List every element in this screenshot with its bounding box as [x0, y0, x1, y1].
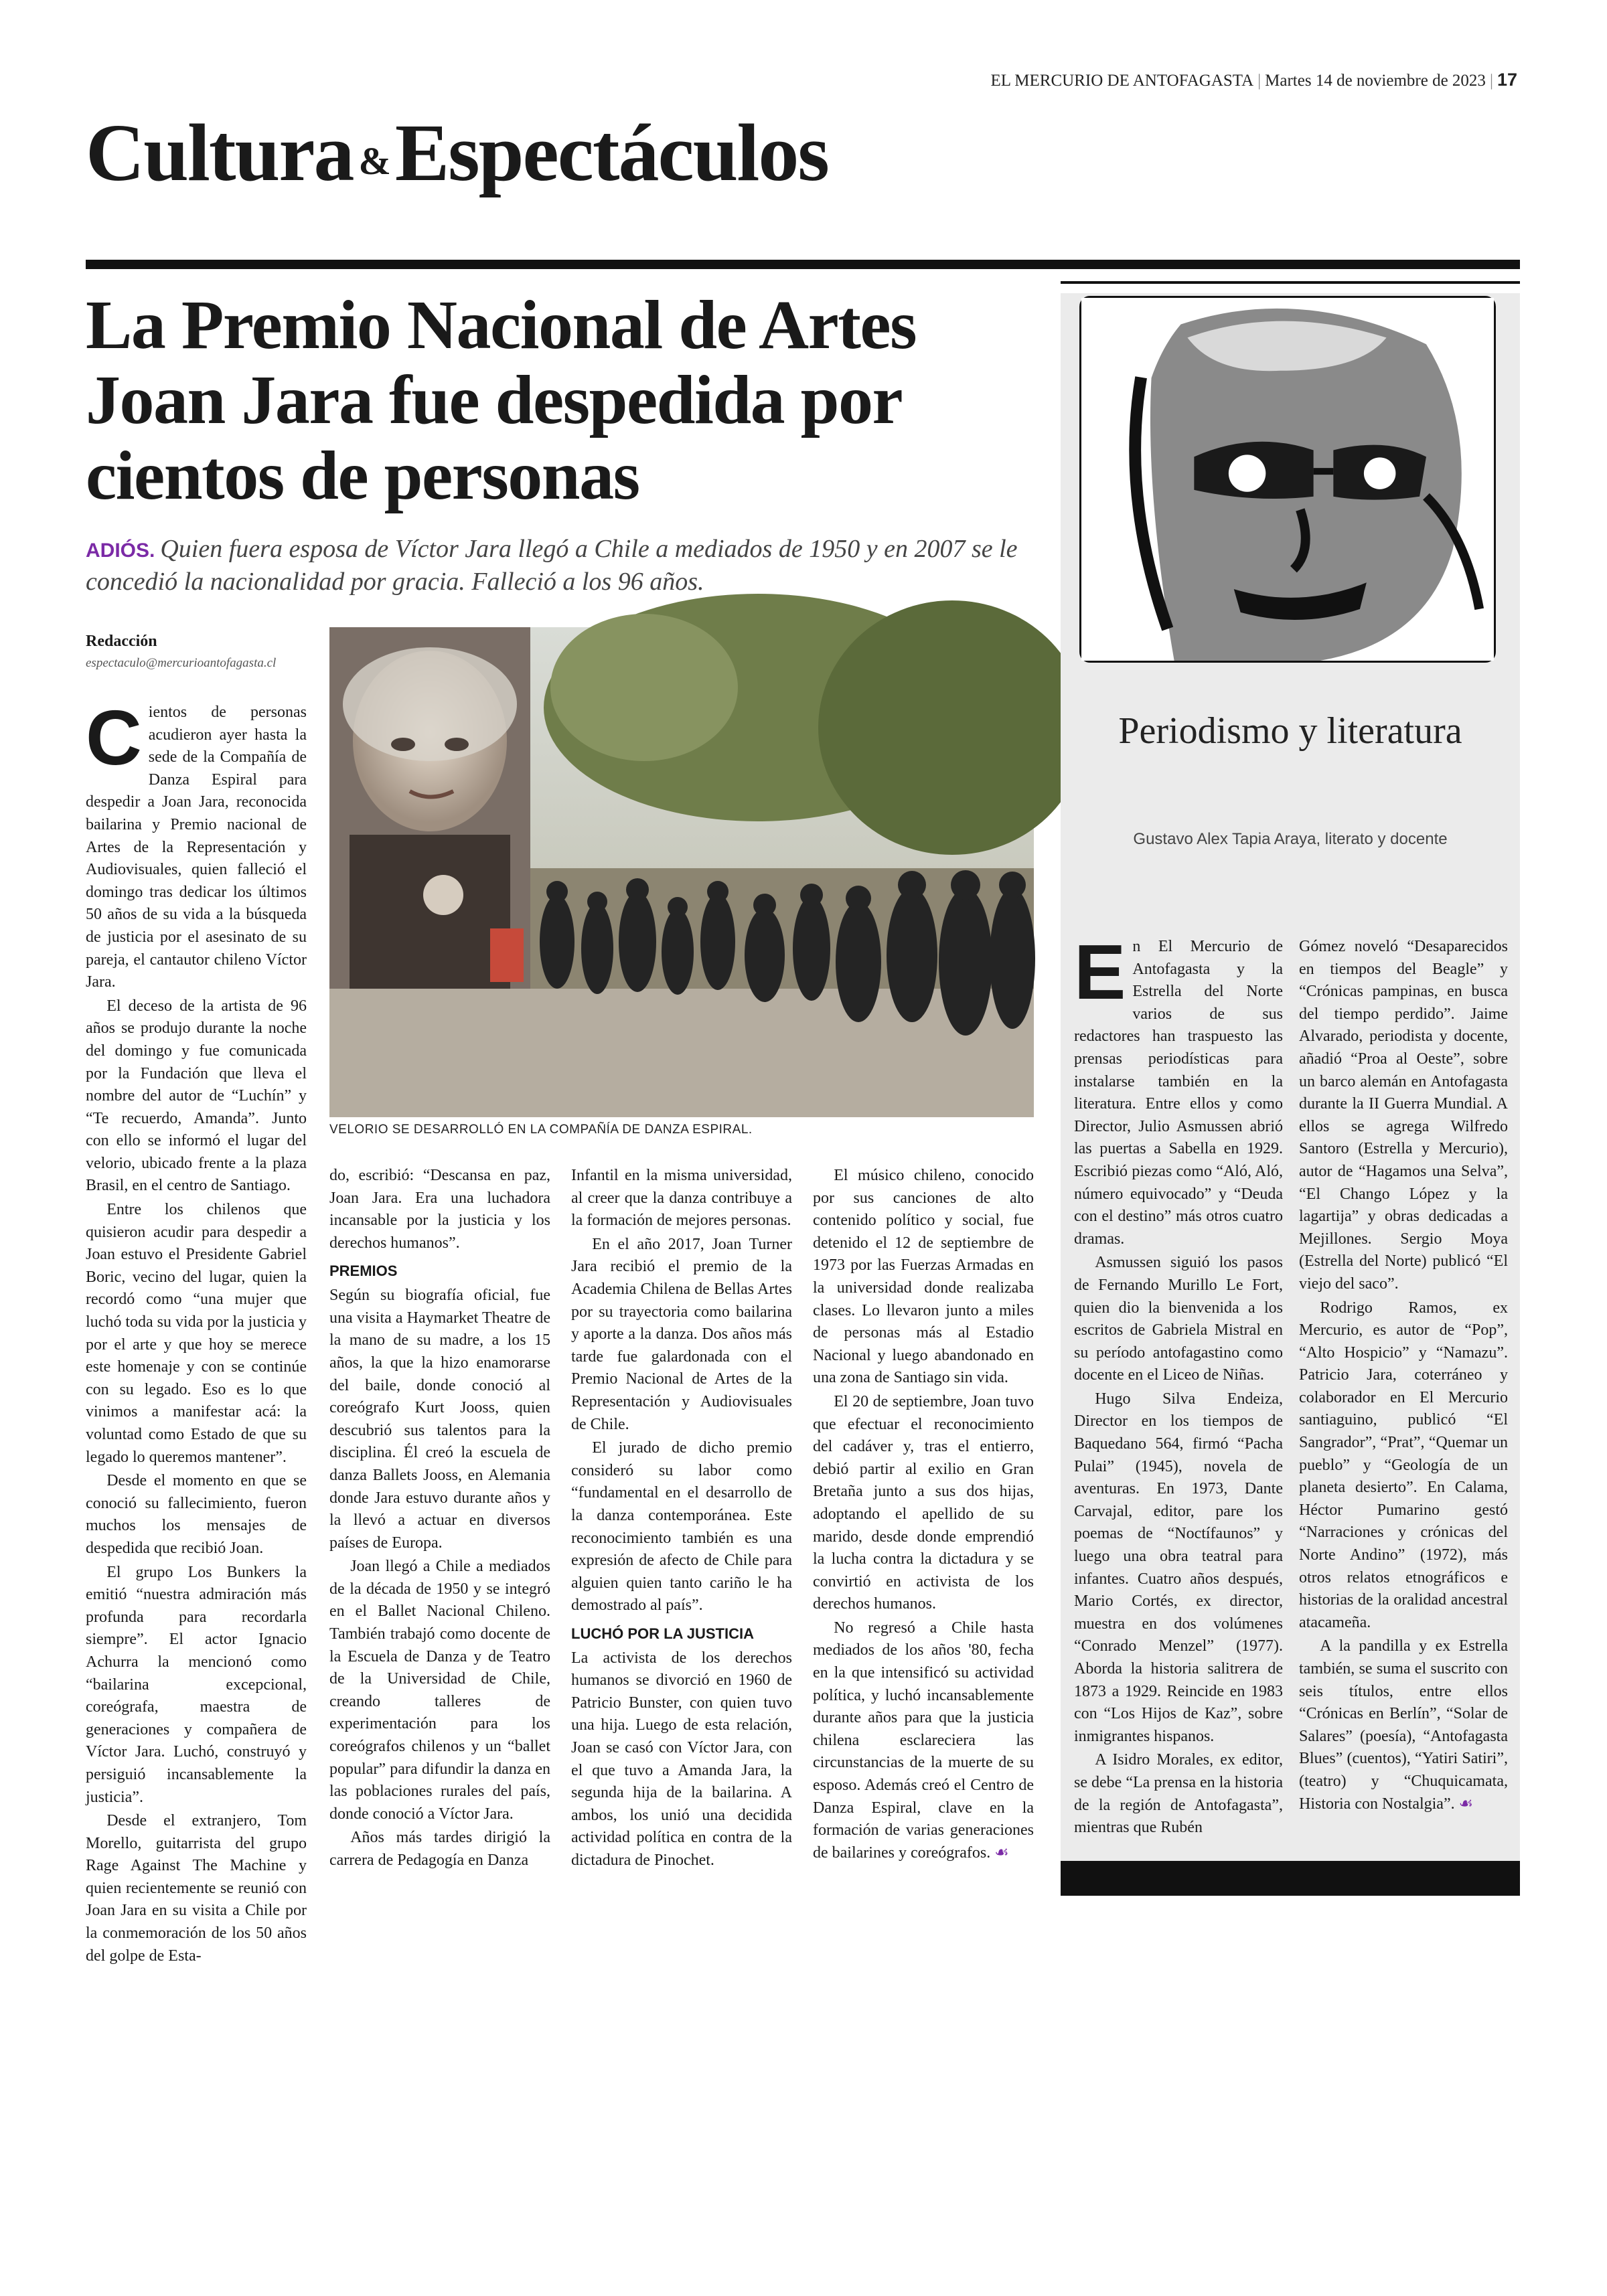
paragraph: [86, 694, 307, 994]
article-column-2: [329, 1165, 550, 1914]
paragraph: El músico chileno, conocido por sus canciones de alto contenido político y social, fue detenido el 12 de septiembre de 1973 por las Fuerzas Armadas en la universidad donde realizaba clases. Lo llevaron junto a miles de personas más al Estadio Nacional y luego abandonado en una zona de Santiago sin vida.: [813, 1167, 1034, 1387]
opinion-author: Gustavo Alex Tapia Araya, literato y docente: [1133, 830, 1448, 848]
paragraph: [1299, 1635, 1508, 1815]
paragraph: do, escribió: “Descansa en paz, Joan Jara. Era una luchadora incansable por la justicia y los derechos humanos”.: [329, 1167, 550, 1252]
paragraph-text: A la pandilla y ex Estrella también, se suma el suscrito con seis títulos, entre ellos “Crónicas en Berlín”, “Solar de Salares” (poesía), “Antofagasta Blues” (cuentos), “Yatiri Satiri”, (teatro) y “Chuquicamata, Historia con Nostalgia”.: [1299, 1637, 1508, 1813]
photo-illustration: [329, 627, 1034, 1117]
paragraph-text: ientos de personas acudieron ayer hasta la sede de la Compañía de Danza Espiral para despedir a Joan Jara, reconocida bailarina y Premio nacional de Artes de la Representación y Audiovisuales, quien falleció el domingo tras dedicar los últimos 50 años de su vida a la búsqueda de justicia por el asesinato de su pareja, el cantautor chileno Víctor Jara.: [86, 704, 307, 991]
paragraph: En el año 2017, Joan Turner Jara recibió el premio de la Academia Chilena de Bellas Artes por su trayectoria como bailarina y aporte a la danza. Dos años más tarde fue galardonada con el Premio Nacional de Artes de la Representación y Audiovisuales de Chile.: [571, 1235, 792, 1433]
paragraph: La activista de los derechos humanos se divorció en 1960 de Patricio Bunster, con quien tuvo una hija. Luego de esta relación, Joan se casó con Víctor Jara, con el que tuvo a Amanda Jara, la segunda hija de la bailarina. A ambos, los unió una decidida actividad política en contra de la dictadura de Pinochet.: [571, 1649, 792, 1870]
deck-text: Quien fuera esposa de Víctor Jara llegó a Chile a mediados de 1950 y en 2007 se le concedió la nacionalidad por gracia. Falleció a los 96 años.: [86, 535, 1018, 596]
top-rule: [86, 260, 1520, 269]
paragraph: [1074, 928, 1283, 1250]
separator: |: [1257, 72, 1261, 90]
portrait-illustration: [1081, 298, 1494, 661]
paragraph: Infantil en la misma universidad, al creer que la danza contribuye a la formación de mejores personas.: [571, 1167, 792, 1230]
section-ampersand: &: [358, 139, 390, 183]
paragraph: Asmussen siguió los pasos de Fernando Murillo Le Fort, quien dio la bienvenida a los escritos de Gabriela Mistral en su período antofagastino como docente en el Liceo de Niñas.: [1074, 1254, 1283, 1384]
deck-kicker: ADIÓS.: [86, 540, 155, 562]
drop-cap: E: [1074, 928, 1126, 1015]
byline-email: espectaculo@mercurioantofagasta.cl: [86, 656, 277, 670]
paragraph: Joan llegó a Chile a mediados de la década de 1950 y se integró en el Ballet Nacional Chileno. También trabajó como docente de la Escuela de Danza y de Teatro de la Universidad de Chile, creando talleres de experimentación para los coreógrafos chilenos y un “ballet popular” para difundir la danza en las poblaciones rurales del país, donde conoció a Víctor Jara.: [329, 1558, 550, 1823]
paragraph-text: No regresó a Chile hasta mediados de los años '80, fecha en la que intensificó su actividad política, y luchó incansablemente durante años para que la justicia chilena esclareciera las circunstancias de la muerte de su esposo. Además creó el Centro de Danza Espiral, clave en la formación de varias generaciones de bailarines y coreógrafos.: [813, 1619, 1034, 1862]
opinion-column-2: [1299, 936, 1508, 1873]
article-column-3: [571, 1165, 792, 1914]
paragraph: Hugo Silva Endeiza, Director en los tiempos de Baquedano 564, firmó “Pacha Pulai” (1945), novela de aventuras. En 1973, Dante Carvajal, editor, pare los poemas de “Noctífaunos” y luego una obra teatral para infantes. Cuatro años después, Mario Cortés, ex director, muestra en dos volúmenes “Conrado Menzel” (1977). Aborda la historia salitrera de 1873 a 1929. Reincide en 1983 con “Los Hijos de Kaz”, sobre inmigrantes hispanos.: [1074, 1390, 1283, 1745]
opinion-column-1: [1074, 928, 1283, 1873]
paragraph: Según su biografía oficial, fue una visita a Haymarket Theatre de la mano de su madre, a los 15 años, la que la hizo enamorarse del baile, donde conoció al coreógrafo Kurt Jooss, quien descubrió sus talentos para la disciplina. Él creó la escuela de danza Ballets Jooss, en Alemania donde Jara estuvo durante años y la llevó a actuar en diversos países de Europa.: [329, 1287, 550, 1552]
paragraph-text: n El Mercurio de Antofagasta y la Estrella del Norte varios de sus redactores han traspuesto las prensas periodísticas para instalarse también en la literatura. Entre ellos y como Director, Julio Asmussen abrió las puertas a Sabella en 1929. Escribió piezas como “Aló, Aló, número equivocado” y “Deuda con el destino” más otros cuatro dramas.: [1074, 938, 1283, 1248]
separator: |: [1489, 72, 1493, 90]
opinion-bottom-bar: [1061, 1861, 1520, 1896]
paragraph: A Isidro Morales, ex editor, se debe “La prensa en la historia de la región de Antofagasta”, mientras que Rubén: [1074, 1751, 1283, 1837]
page-number: 17: [1497, 70, 1517, 90]
end-mark-icon: ☙: [1458, 1795, 1474, 1813]
opinion-title: Periodismo y literatura: [1118, 710, 1462, 752]
article-deck: [86, 533, 1043, 599]
article-column-4: [813, 1165, 1034, 1914]
drop-cap: C: [86, 694, 142, 781]
opinion-top-rule: [1061, 281, 1520, 284]
subheading-lucho: LUCHÓ POR LA JUSTICIA: [571, 1625, 754, 1642]
paragraph: Gómez noveló “Desaparecidos en tiempos del Beagle” y “Crónicas pampinas, en busca del tiempo perdido”. Jaime Alvarado, periodista y docente, añadió “Proa al Oeste”, sobre un barco alemán en Antofagasta durante la II Guerra Mundial. A ellos se agrega Wilfredo Santoro (Estrella y Mercurio), autor de “Hagamos una Selva”, “El Chango López y la lagartija” y obras dedicadas a Mejillones. Sergio Moya (Estrella del Norte) publicó “El viejo del saco”.: [1299, 938, 1508, 1293]
masthead-info: [990, 70, 1517, 90]
issue-date: Martes 14 de noviembre de 2023: [1265, 72, 1486, 90]
paragraph: El deceso de la artista de 96 años se produjo durante la noche del domingo y fue comunicada por la Fundación que lleva el nombre del autor de “Luchín” y “Te recuerdo, Amanda”. Junto con ello se informó el lugar del velorio, ubicado frente a la plaza Brasil, en el centro de Santiago.: [86, 997, 307, 1195]
paragraph: Desde el extranjero, Tom Morello, guitarrista del grupo Rage Against The Machine y quien recientemente se reunió con Joan Jara en su visita a Chile por la conmemoración de los 50 años del golpe de Esta-: [86, 1812, 307, 1965]
publication-name: EL MERCURIO DE ANTOFAGASTA: [990, 72, 1254, 90]
paragraph: Rodrigo Ramos, ex Mercurio, es autor de “Pop”, “Alto Hospicio” y “Namazu”. Patricio Jara, coterráneo y colaborador en El Mercurio santiaguino, publicó “El Sangrador”, “Prat”, “Quemar un pueblo” y “Geología de un planeta desierto”. En Calama, Héctor Pumarino gestó “Narraciones y crónicas del Norte Andino” (1972), más otros relatos etnográficos e historias de la oralidad ancestral atacameña.: [1299, 1299, 1508, 1631]
section-word-2: Espectáculos: [394, 108, 828, 198]
paragraph: El grupo Los Bunkers la emitió “nuestra admiración más profunda para recordarla siempre”. El actor Ignacio Achurra la mencionó como “bailarina excepcional, coreógrafa, maestra de generaciones y compañera de Víctor Jara. Luchó, construyó y persiguió incansablemente la justicia”.: [86, 1563, 307, 1806]
section-title: [86, 108, 828, 198]
author-portrait: [1079, 296, 1496, 663]
byline: [86, 633, 307, 671]
article-photo: [329, 627, 1034, 1117]
byline-name: Redacción: [86, 633, 157, 650]
paragraph: Desde el momento en que se conoció su fallecimiento, fueron muchos los mensajes de despedida que recibió Joan.: [86, 1472, 307, 1557]
article-headline: La Premio Nacional de Artes Joan Jara fue despedida por cientos de personas: [86, 286, 917, 514]
paragraph: El jurado de dicho premio consideró su labor como “fundamental en el desarrollo de la danza contemporánea. Este reconocimiento también es una expresión de afecto de Chile para alguien quien tanto cariño le ha demostrado al país”.: [571, 1439, 792, 1615]
article-column-1: [86, 694, 307, 1965]
paragraph: Entre los chilenos que quisieron acudir para despedir a Joan estuvo el Presidente Gabriel Boric, vecino del lugar, quien la recordó como “una mujer que luchó toda su vida por la justicia y por el arte y que hoy se merece este homenaje y con se continúe con su legado. Eso es lo que vinimos a manifestar acá: la voluntad como Estado de que su legado lo queremos mantener”.: [86, 1201, 307, 1466]
paragraph: Años más tardes dirigió la carrera de Pedagogía en Danza: [329, 1829, 550, 1870]
subheading-premios: PREMIOS: [329, 1262, 398, 1280]
photo-caption: VELORIO SE DESARROLLÓ EN LA COMPAÑÍA DE DANZA ESPIRAL.: [329, 1123, 753, 1137]
section-word-1: Cultura: [86, 108, 354, 198]
end-mark-icon: ☙: [994, 1843, 1009, 1862]
paragraph: El 20 de septiembre, Joan tuvo que efectuar el reconocimiento del cadáver y, tras el entierro, debió partir al exilio en Gran Bretaña junto a sus dos hijas, adoptando el apellido de su marido, desde donde emprendió la lucha contra la dictadura y se convirtió en activista de los derechos humanos.: [813, 1392, 1034, 1613]
paragraph: [813, 1617, 1034, 1865]
